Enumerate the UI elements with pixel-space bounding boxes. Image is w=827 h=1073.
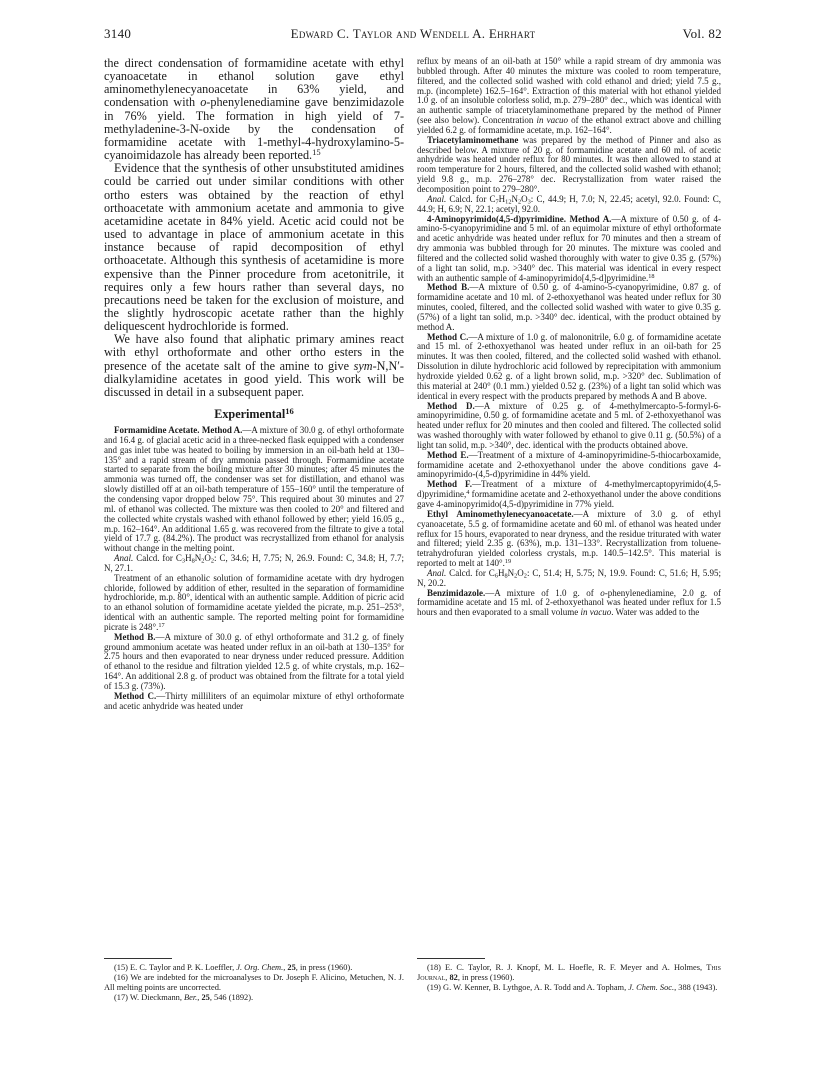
volume-label: Vol. 82 (682, 26, 722, 41)
footnote-18: (18) E. C. Taylor, R. J. Knopf, M. L. Hoefle, R. F. Meyer and A. Holmes, This Journal, 82, in press (1960). (417, 963, 721, 983)
footnote-15: (15) E. C. Taylor and P. K. Loeffler, J. Org. Chem., 25, in press (1960). (114, 963, 353, 972)
right-column (417, 57, 721, 618)
intro-paragraph-2: Evidence that the synthesis of other unsubstituted amidines could be carried out under similar conditions with other ortho esters was obtained by the reaction of ethyl orthoacetate with ammonium acetate and ammonia to give acetamidine acetate in 84% yield. Acetic acid could not be used to advantage in place of ammonium acetate in this instance because of rapid decomposition of ethyl orthoacetate. Although this synthesis of acetamidine is more expensive than the Pinner procedure from acetonitrile, it requires only a few hours rather than several days, no precautions need be taken for the exclusion of moisture, and the slightly hydroscopic acetate rather than the highly deliquescent hydrochloride is formed. (104, 161, 404, 334)
analysis-triacetylaminomethane: Anal. Calcd. for $C_7H_{12}N_2O_3$: C, 44.9; H, 7.0; N, 22.45; acetyl, 92.0. Found: C, 44.9; H, 6.9; N, 22.1; acetyl, 92.0. (417, 193, 721, 214)
footnote-divider (104, 958, 172, 959)
formamidine-method-b: Method B.—A mixture of 30.0 g. of ethyl orthoformate and 31.2 g. of finely ground ammonium acetate was heated under reflux in an oil-bath at 130–135° for 2.75 hours and then evaporated to near dryness under reduced pressure. Addition of ethanol to the residue and filtration yielded 12.5 g. of white crystals, m.p. 162–164°. An additional 2.8 g. of product was obtained from the filtrate for a total yield of 15.3 g. (73%). (104, 631, 405, 691)
footnote-ref: 4 (466, 489, 470, 497)
hydrochloride-picrate-paragraph: Treatment of an ethanolic solution of formamidine acetate with dry hydrogen chloride, followed by addition of ether, resulted in the separation of formamidine hydrochloride, m.p. 80°, identical with an authentic sample. Addition of picric acid to an ethanol solution of formamidine acetate yielded the picrate, m.p. 251–253°, identical with an authentic sample. The reported melting point for formamidine picrate is 248°.$^{17}$ (104, 572, 404, 632)
pyrimidine-method-a: 4-Aminopyrimido(4,5-d)pyrimidine. Method A.—A mixture of 0.50 g. of 4-amino-5-cyanopyrimidine and 5 ml. of an equimolar mixture of ethyl orthoformate and acetic anhydride was heated under reflux for 70 minutes and then a stream of dry ammonia was bubbled through for 20 minutes. The mixture was cooled and filtered and the collected solid washed thoroughly with water to give 0.35 g. (57%) of a light tan solid, m.p. >340° dec. This material was identical in every respect with an authentic sample of 4-aminopyrimido[4,5-d]pyrimidine.$^{18}$ (417, 213, 721, 283)
left-column (104, 57, 404, 712)
footnote-ref: 17 (158, 622, 165, 630)
triacetylaminomethane-paragraph: Triacetylaminomethane was prepared by the method of Pinner and also as described below. A mixture of 20 g. of formamidine acetate and 60 ml. of acetic anhydride was heated under reflux for 80 minutes. It was then allowed to stand at room temperature for 2 hours, filtered, and the collected solid washed with ethanol; yield 9.8 g., m.p. 276–278° dec. Recrystallization from water raised the decomposition point to 279–280°. (417, 134, 721, 194)
ethyl-aminomethylenecyanoacetate-paragraph: Ethyl Aminomethylenecyanoacetate.—A mixture of 3.0 g. of ethyl cyanoacetate, 5.5 g. of formamidine acetate and 60 ml. of ethanol was heated under reflux for 15 hours, evaporated to near dryness, and the residue triturated with water and filtered; yield 2.35 g. (63%), m.p. 131–133°. Recrystallization from toluene-tetrahydrofuran yielded colorless crystals, m.p. 140.5–142.5°. This material is reported to melt at 140°.$^{19}$ (417, 508, 721, 569)
footnote-ref: 15 (312, 147, 321, 158)
running-title: Edward C. Taylor and Wendell A. Ehrhart (290, 26, 536, 41)
footnote-ref: 16 (285, 406, 294, 417)
footnotes-left (104, 963, 404, 1003)
intro-paragraph-3: We have also found that aliphatic primary amines react with ethyl orthoformate and other ortho esters in the presence of the acetate salt of the amine to give sym-N,N′-dialkylamidine acetates in good yield. This work will be discussed in detail in a subsequent paper. (104, 332, 404, 399)
footnote-17: (17) W. Dieckmann, Ber., 25, 546 (1892). (114, 993, 254, 1003)
running-header (104, 26, 722, 48)
pyrimidine-method-f: Method F.—Treatment of a mixture of 4-methylmercaptopyrimido(4,5-d)pyrimidine,$^4$ formamidine acetate and 2-ethoxyethanol under the above conditions gave 4-aminopyrimido(4,5-d)pyrimidine in 77% yield. (417, 479, 721, 509)
footnote-divider (417, 958, 485, 959)
section-heading-experimental: Experimental$^{16}$ (214, 406, 294, 422)
footnotes-right (417, 963, 721, 993)
footnote-ref: 18 (648, 272, 655, 280)
pyrimidine-method-c: Method C.—A mixture of 1.0 g. of malononitrile, 6.0 g. of formamidine acetate and 15 ml. of 2-ethoxyethanol was heated under reflux in an oil-bath for 25 minutes. It was then cooled, filtered, and the collected solid washed with ethanol. Dissolution in dilute hydrochloric acid followed by reprecipitation with ammonium hydroxide yielded 0.62 g. of a light brown solid, m.p. >320° dec. Sublimation of this material at 240° (0.1 mm.) yielded 0.52 g. (23%) of a light tan solid which was identical in every respect with the products prepared by methods A and B above. (417, 331, 722, 401)
footnote-16: (16) We are indebted for the microanalyses to Dr. Joseph F. Alicino, Metuchen, N. J. All melting points are uncorrected. (104, 973, 404, 993)
page-number: 3140 (104, 26, 132, 41)
footnote-ref: 19 (504, 558, 512, 566)
intro-paragraph-1: the direct condensation of formamidine acetate with ethyl cyanoacetate in ethanol solution gave ethyl aminomethylenecyanoacetate in 63% yield, and condensation with o-phenylenediamine gave benzimidazole in 76% yield. The formation in high yield of 7-methyladenine-3-N-oxide by the condensation of formamidine acetate with 1-methyl-4-hydroxylamino-5-cyanoimidazole has already been reported.$^{15}$ (104, 56, 404, 163)
footnote-19: (19) G. W. Kenner, B. Lythgoe, A. R. Todd and A. Topham, J. Chem. Soc., 388 (1943). (427, 983, 718, 993)
pyrimidine-method-d: Method D.—A mixture of 0.25 g. of 4-methylmercapto-5-formyl-6-aminopyrimidine, 0.50 g. of formamidine acetate and 5 ml. of 2-ethoxyethanol was heated under reflux for 20 minutes and then cooled and filtered. The collected solid was washed thoroughly with water followed by ethanol to give 0.11 g. (50.5%) of a light tan solid, m.p. >340°, dec. identical with the products obtained above. (417, 400, 722, 450)
pyrimidine-method-e: Method E.—Treatment of a mixture of 4-aminopyrimidine-5-thiocarboxamide, formamidine acetate and 2-ethoxyethanol under the above conditions gave 4-aminopyrimido-(4,5-d)pyrimidine in 44% yield. (417, 449, 722, 480)
pyrimidine-method-b: Method B.—A mixture of 0.50 g. of 4-amino-5-cyanopyrimidine, 0.87 g. of formamidine acetate and 10 ml. of 2-ethoxyethanol was heated under reflux for 30 minutes, cooled, filtered, and the collected solid washed with water to give 0.35 g. (57%) of a light tan solid, m.p. >340° dec. identical, with the product obtained by method A. (417, 282, 721, 332)
formamidine-method-a: Formamidine Acetate. Method A.—A mixture of 30.0 g. of ethyl orthoformate and 16.4 g. of glacial acetic acid in a three-necked flask equipped with a condenser and gas inlet tube was heated to boiling by immersion in an oil-bath held at 130–135° and a rapid stream of dry ammonia passed through. Formamidine acetate started to separate from the boiling mixture after 30 minutes; after 45 minutes the ammonia was turned off, the condenser was set for distillation, and ethanol was slowly distilled off at an oil-bath temperature of 155–160° until the temperature of the condensing vapor dropped below 75°. This required about 30 minutes and 27 ml. of ethanol was collected. The mixture was then cooled to 20° and filtered and the collected white crystals washed with ethanol followed by ether; yield 16.05 g., m.p. 162–164°. An additional 1.65 g. was recovered from the filtrate to give a total yield of 17.7 g. (84.2%). The product was recrystallized from ethanol for analysis without change in the melting point. (104, 425, 404, 554)
benzimidazole-paragraph: Benzimidazole.—A mixture of 1.0 g. of o-phenylenediamine, 2.0 g. of formamidine acetate and 15 ml. of 2-ethoxyethanol was heated under reflux for 1.5 hours and then evaporated to a small volume in vacuo. Water was added to the (417, 587, 721, 618)
analysis-formamidine-acetate: Anal. Calcd. for $C_3H_8N_2O_2$: C, 34.6; H, 7.75; N, 26.9. Found: C, 34.8; H, 7.7; N, 27.1. (104, 553, 404, 573)
analysis-ethyl-aminomethylenecyanoacetate: Anal. Calcd. for $C_6H_8N_2O_2$: C, 51.4; H, 5.75; N, 19.9. Found: C, 51.6; H, 5.95; N, 20.2. (417, 567, 722, 588)
method-c-continuation: reflux by means of an oil-bath at 150° while a rapid stream of dry ammonia was bubbled through. After 40 minutes the mixture was cooled to room temperature, filtered, and the collected solid washed with cold ethanol and dried; yield 7.5 g., m.p. (incomplete) 162.5–164°. Extraction of this material with hot ethanol yielded 1.0 g. of an insoluble colorless solid, m.p. 279–280° dec., which was identical with an authentic sample of triacetylaminomethane prepared by the method of Pinner (see also below). Concentration in vacuo of the ethanol extract above and chilling yielded 6.2 g. of formamidine acetate, m.p. 162–164°. (417, 56, 721, 135)
formamidine-method-c: Method C.—Thirty milliliters of an equimolar mixture of ethyl orthoformate and acetic anhydride was heated under (104, 690, 404, 711)
